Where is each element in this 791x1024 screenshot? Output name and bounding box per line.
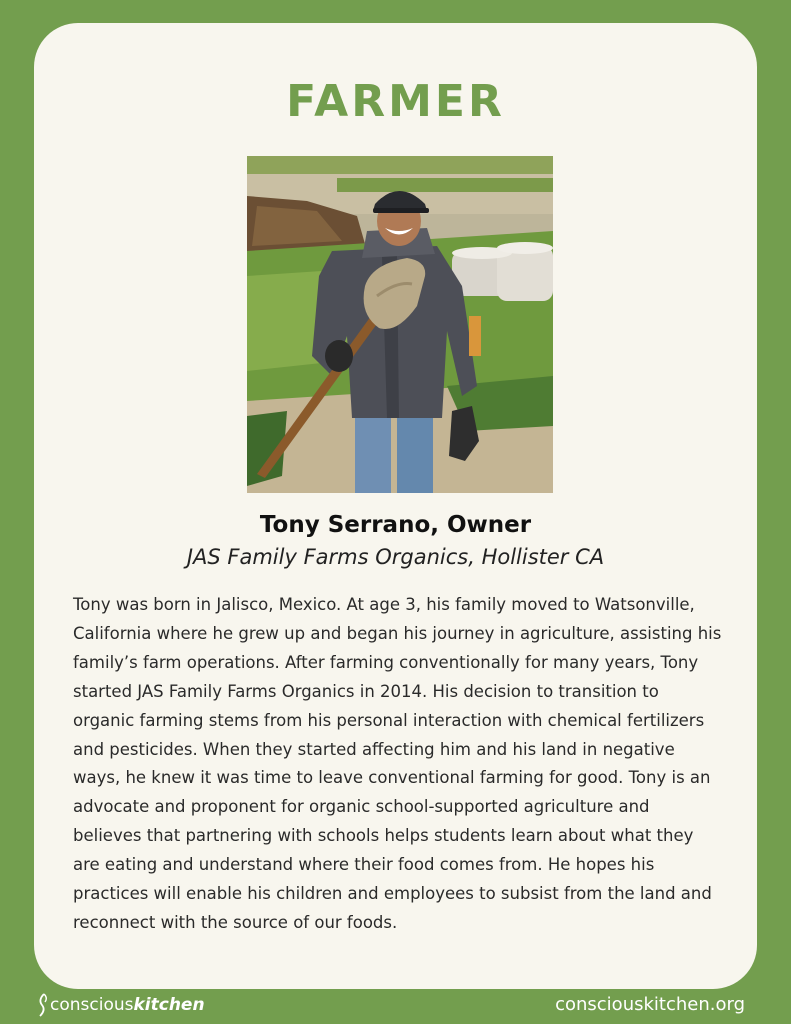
farmer-photo bbox=[247, 156, 553, 493]
leaf-icon bbox=[36, 992, 48, 1018]
farmer-bio: Tony was born in Jalisco, Mexico. At age 3, his family moved to Watsonville, California where he grew up and began his journey in agriculture, assisting his family’s farm operations. After farming conventionally for many years, Tony started JAS Family Farms Organics in 2014. His decision to transition to organic farming stems from his personal interaction with chemical fertilizers and pesticides. When they started affecting him and his land in negative ways, he knew it was time to leave conventional farming for good. Tony is an advocate and proponent for organic school-supported agriculture and believes that partnering with schools helps students learn about what they are eating and understand where their food comes from. He hopes his practices will enable his children and employees to subsist from the land and reconnect with the source of our foods. bbox=[73, 595, 722, 932]
website-link[interactable]: consciouskitchen.org bbox=[555, 994, 745, 1015]
conscious-kitchen-logo[interactable] bbox=[36, 990, 205, 1020]
farmer-name: Tony Serrano, Owner bbox=[259, 512, 532, 538]
page-title: FARMER bbox=[286, 76, 505, 127]
farm-name: JAS Family Farms Organics, Hollister CA bbox=[186, 545, 605, 569]
logo-text-conscious: conscious bbox=[50, 995, 134, 1015]
logo-text-kitchen: kitchen bbox=[133, 995, 205, 1015]
